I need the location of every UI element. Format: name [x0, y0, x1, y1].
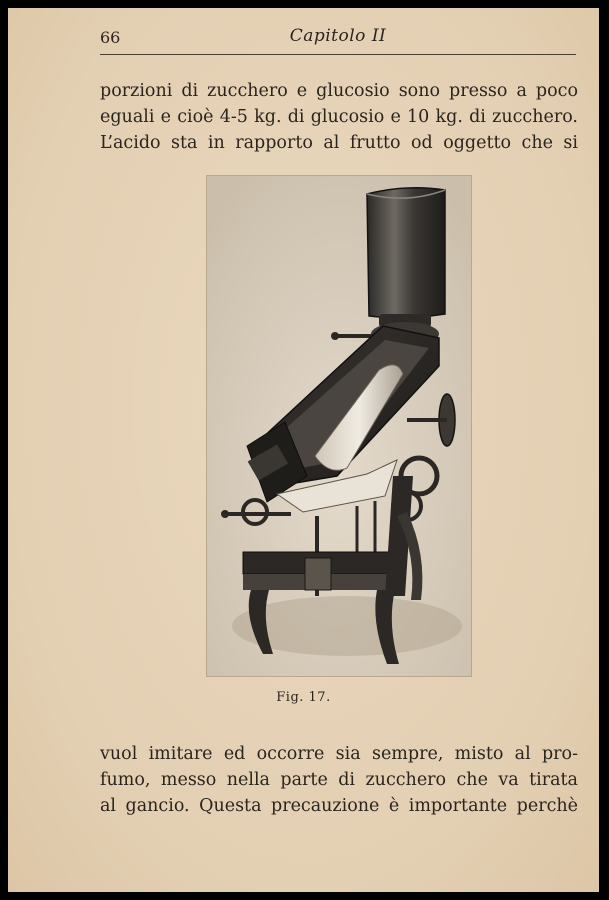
- figure-illustration-machine: [206, 175, 472, 677]
- machine-engraving: [207, 176, 471, 676]
- text-line: al gancio. Questa precauzione è importante perchè: [100, 796, 578, 816]
- text-line: vuol imitare ed occorre sia sempre, misto al pro-: [100, 744, 578, 764]
- text-line: fumo, messo nella parte di zucchero che va tirata: [100, 770, 578, 790]
- text-line: L’acido sta in rapporto al frutto od oggetto che si: [100, 133, 578, 153]
- running-title: Capitolo II: [289, 26, 387, 46]
- page-number: 66: [100, 28, 121, 47]
- text-line: porzioni di zucchero e glucosio sono presso a poco: [100, 81, 578, 101]
- body-text-bottom: [100, 741, 578, 819]
- body-text-top: [100, 78, 578, 156]
- book-page: [8, 8, 599, 892]
- page-header: [100, 26, 576, 55]
- text-line: eguali e cioè 4-5 kg. di glucosio e 10 kg. di zucchero.: [100, 107, 578, 127]
- figure-caption: Fig. 17.: [276, 690, 331, 705]
